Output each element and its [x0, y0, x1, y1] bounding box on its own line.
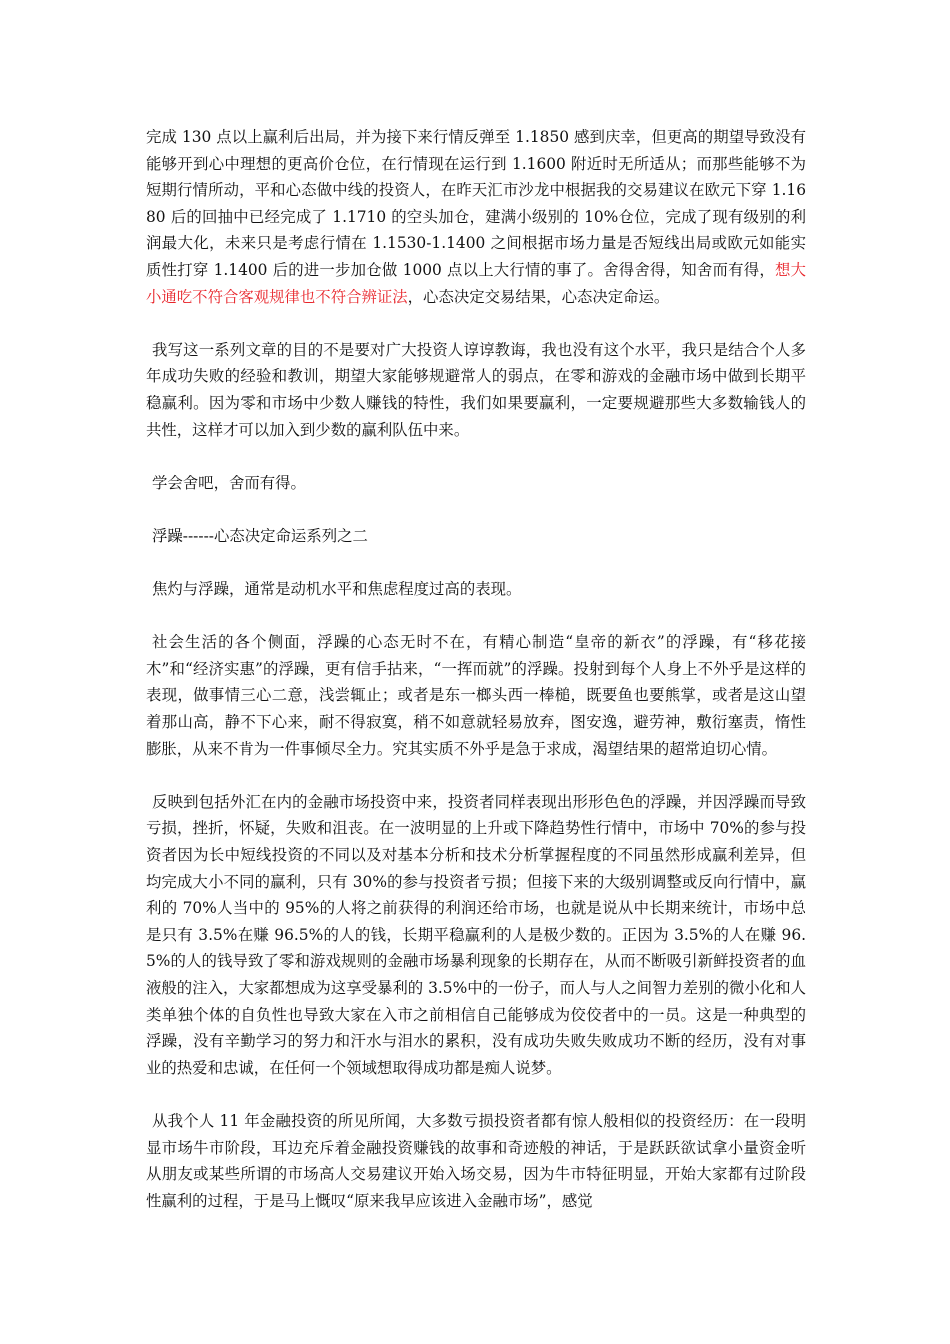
- paragraph-5: 焦灼与浮躁，通常是动机水平和焦虑程度过高的表现。: [152, 580, 522, 599]
- section-title: 浮躁------心态决定命运系列之二: [152, 526, 368, 545]
- document-body: [146, 124, 806, 1241]
- paragraph-1: [146, 124, 806, 310]
- paragraph-1-text: 完成 130 点以上赢利后出局，并为接下来行情反弹至 1.1850 感到庆幸，但更高的期望导致没有能够开到心中理想的更高价仓位，在行情现在运行到 1.1600 附近时无所适从；而那些能够不为短期行情所动，平和心态做中线的投资人，在昨天汇市沙龙中根据我的交易建议在欧元下穿 1.1680 后的回抽中已经完成了 1.1710 的空头加仓，建满小级别的 10%仓位，完成了现有级别的利润最大化，未来只是考虑行情在 1.1530-1.1400 之间根据市场力量是否短线出局或欧元如能实质性打穿 1.1400 后的进一步加仓做 1000 点以上大行情的事了。舍得舍得，知舍而有得，: [146, 128, 806, 279]
- paragraph-7: 反映到包括外汇在内的金融市场投资中来，投资者同样表现出形形色色的浮躁，并因浮躁而导致亏损，挫折，怀疑，失败和沮丧。在一波明显的上升或下降趋势性行情中，市场中 70%的参与投资者因为长中短线投资的不同以及对基本分析和技术分析掌握程度的不同虽然形成赢利差异，但均完成大小不同的赢利，只有 30%的参与投资者亏损；但接下来的大级别调整或反向行情中，赢利的 70%人当中的 95%的人将之前获得的利润还给市场，也就是说从中长期来统计，市场中总是只有 3.5%在赚 96.5%的人的钱，长期平稳赢利的人是极少数的。正因为 3.5%的人在赚 96.5%的人的钱导致了零和游戏规则的金融市场暴利现象的长期存在，从而不断吸引新鲜投资者的血液般的注入，大家都想成为这享受暴利的 3.5%中的一份子，而人与人之间智力差别的微小化和人类单独个体的自负性也导致大家在入市之前相信自己能够成为佼佼者中的一员。这是一种典型的浮躁，没有辛勤学习的努力和汗水与泪水的累积，没有成功失败失败成功不断的经历，没有对事业的热爱和忠诚，在任何一个领域想取得成功都是痴人说梦。: [146, 792, 806, 1077]
- highlighted-text: 想大小通吃不符合客观规律也不符合辨证法: [146, 260, 806, 306]
- paragraph-8: 从我个人 11 年金融投资的所见所闻，大多数亏损投资者都有惊人般相似的投资经历：在一段明显市场牛市阶段，耳边充斥着金融投资赚钱的故事和奇迹般的神话，于是跃跃欲试拿小量资金听从朋友或某些所谓的市场高人交易建议开始入场交易，因为牛市特征明显，开始大家都有过阶段性赢利的过程，于是马上慨叹“原来我早应该进入金融市场”，感觉: [146, 1111, 806, 1210]
- paragraph-6: 社会生活的各个侧面，浮躁的心态无时不在，有精心制造“皇帝的新衣”的浮躁，有“移花接木”和“经济实惠”的浮躁，更有信手拈来，“一挥而就”的浮躁。投射到每个人身上不外乎是这样的表现，做事情三心二意，浅尝辄止；或者是东一榔头西一棒槌，既要鱼也要熊掌，或者是这山望着那山高，静不下心来，耐不得寂寞，稍不如意就轻易放弃，图安逸，避劳神，敷衍塞责，惰性膨胀，从来不肯为一件事倾尽全力。究其实质不外乎是急于求成，渴望结果的超常迫切心情。: [146, 633, 806, 758]
- paragraph-1-end: ，心态决定交易结果，心态决定命运。: [407, 287, 670, 306]
- paragraph-3: 学会舍吧，舍而有得。: [152, 473, 306, 492]
- paragraph-2: 我写这一系列文章的目的不是要对广大投资人谆谆教诲，我也没有这个水平，我只是结合个人多年成功失败的经验和教训，期望大家能够规避常人的弱点，在零和游戏的金融市场中做到长期平稳赢利。因为零和市场中少数人赚钱的特性，我们如果要赢利，一定要规避那些大多数输钱人的共性，这样才可以加入到少数的赢利队伍中来。: [146, 340, 806, 439]
